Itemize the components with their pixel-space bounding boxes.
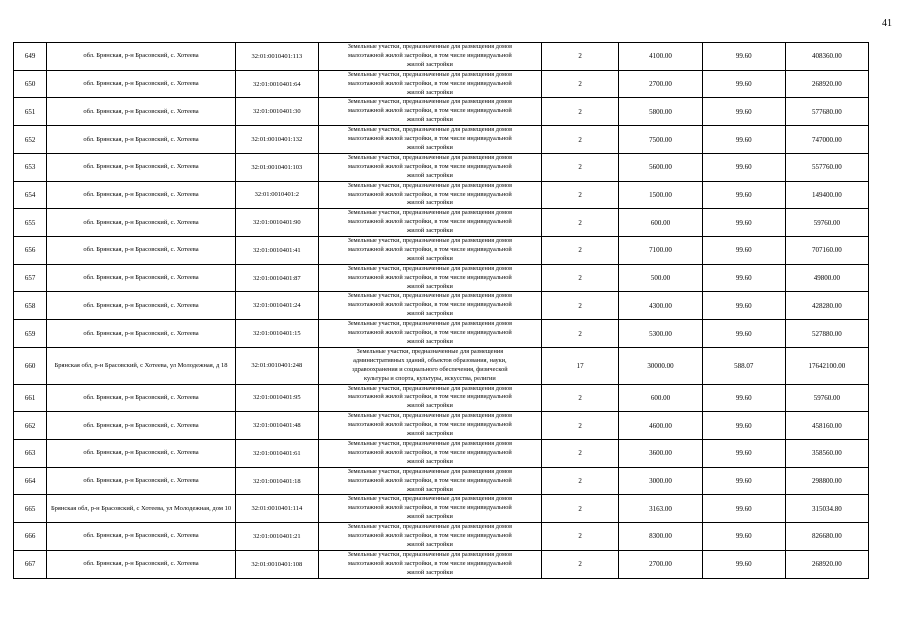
cadastral-number-cell: 32:01:0010401:2 — [235, 181, 318, 209]
table-row — [14, 70, 869, 98]
specific-value-cell: 99.60 — [702, 292, 785, 320]
row-number-cell: 659 — [14, 320, 47, 348]
address-cell: обл. Брянская, р-н Брасовский, с. Хотеева — [47, 209, 236, 237]
land-category-cell: Земельные участки, предназначенные для размещения домов малоэтажной жилой застройки, в том числе индивидуальной жилой застройки — [318, 209, 541, 237]
row-number-cell: 649 — [14, 43, 47, 71]
address-cell: обл. Брянская, р-н Брасовский, с. Хотеева — [47, 467, 236, 495]
specific-value-cell: 99.60 — [702, 70, 785, 98]
cadastral-number-cell: 32:01:0010401:64 — [235, 70, 318, 98]
land-category-cell: Земельные участки, предназначенные для размещения домов малоэтажной жилой застройки, в том числе индивидуальной жилой застройки — [318, 43, 541, 71]
category-code-cell: 2 — [541, 237, 619, 265]
area-cell: 5800.00 — [619, 98, 702, 126]
table-row — [14, 495, 869, 523]
address-cell: обл. Брянская, р-н Брасовский, с. Хотеева — [47, 98, 236, 126]
land-category-cell: Земельные участки, предназначенные для размещения домов малоэтажной жилой застройки, в том числе индивидуальной жилой застройки — [318, 412, 541, 440]
area-cell: 3163.00 — [619, 495, 702, 523]
address-cell: обл. Брянская, р-н Брасовский, с. Хотеева — [47, 264, 236, 292]
category-code-cell: 2 — [541, 292, 619, 320]
cadastral-number-cell: 32:01:0010401:30 — [235, 98, 318, 126]
specific-value-cell: 99.60 — [702, 126, 785, 154]
table-row — [14, 264, 869, 292]
table-row — [14, 126, 869, 154]
specific-value-cell: 99.60 — [702, 495, 785, 523]
row-number-cell: 653 — [14, 153, 47, 181]
category-code-cell: 2 — [541, 181, 619, 209]
specific-value-cell: 99.60 — [702, 264, 785, 292]
category-code-cell: 2 — [541, 384, 619, 412]
cadastral-number-cell: 32:01:0010401:132 — [235, 126, 318, 154]
area-cell: 7500.00 — [619, 126, 702, 154]
cadastral-value-cell: 458160.00 — [785, 412, 868, 440]
specific-value-cell: 99.60 — [702, 384, 785, 412]
table-row — [14, 43, 869, 71]
category-code-cell: 2 — [541, 412, 619, 440]
cadastral-value-cell: 315034.80 — [785, 495, 868, 523]
land-category-cell: Земельные участки, предназначенные для размещения административных зданий, объектов образования, науки, здравоохранения и социального обеспечения, физической культуры и спорта, культуры, искусства, религии — [318, 347, 541, 384]
specific-value-cell: 99.60 — [702, 209, 785, 237]
category-code-cell: 17 — [541, 347, 619, 384]
area-cell: 600.00 — [619, 209, 702, 237]
cadastral-number-cell: 32:01:0010401:108 — [235, 550, 318, 578]
row-number-cell: 661 — [14, 384, 47, 412]
area-cell: 8300.00 — [619, 523, 702, 551]
specific-value-cell: 99.60 — [702, 412, 785, 440]
address-cell: обл. Брянская, р-н Брасовский, с. Хотеева — [47, 237, 236, 265]
land-category-cell: Земельные участки, предназначенные для размещения домов малоэтажной жилой застройки, в том числе индивидуальной жилой застройки — [318, 237, 541, 265]
specific-value-cell: 99.60 — [702, 153, 785, 181]
row-number-cell: 662 — [14, 412, 47, 440]
address-cell: обл. Брянская, р-н Брасовский, с. Хотеева — [47, 523, 236, 551]
table-row — [14, 550, 869, 578]
cadastral-number-cell: 32:01:0010401:15 — [235, 320, 318, 348]
area-cell: 30000.00 — [619, 347, 702, 384]
cadastral-value-cell: 268920.00 — [785, 70, 868, 98]
land-category-cell: Земельные участки, предназначенные для размещения домов малоэтажной жилой застройки, в том числе индивидуальной жилой застройки — [318, 550, 541, 578]
cadastral-number-cell: 32:01:0010401:24 — [235, 292, 318, 320]
land-category-cell: Земельные участки, предназначенные для размещения домов малоэтажной жилой застройки, в том числе индивидуальной жилой застройки — [318, 181, 541, 209]
land-category-cell: Земельные участки, предназначенные для размещения домов малоэтажной жилой застройки, в том числе индивидуальной жилой застройки — [318, 126, 541, 154]
cadastral-value-cell: 826680.00 — [785, 523, 868, 551]
land-category-cell: Земельные участки, предназначенные для размещения домов малоэтажной жилой застройки, в том числе индивидуальной жилой застройки — [318, 98, 541, 126]
cadastral-value-cell: 49800.00 — [785, 264, 868, 292]
address-cell: обл. Брянская, р-н Брасовский, с. Хотеева — [47, 70, 236, 98]
row-number-cell: 654 — [14, 181, 47, 209]
table-row — [14, 523, 869, 551]
land-category-cell: Земельные участки, предназначенные для размещения домов малоэтажной жилой застройки, в том числе индивидуальной жилой застройки — [318, 153, 541, 181]
row-number-cell: 658 — [14, 292, 47, 320]
row-number-cell: 651 — [14, 98, 47, 126]
cadastral-number-cell: 32:01:0010401:87 — [235, 264, 318, 292]
table-body — [14, 43, 869, 579]
page-number: 41 — [882, 18, 892, 29]
category-code-cell: 2 — [541, 495, 619, 523]
row-number-cell: 655 — [14, 209, 47, 237]
cadastral-value-cell: 17642100.00 — [785, 347, 868, 384]
area-cell: 2700.00 — [619, 70, 702, 98]
row-number-cell: 666 — [14, 523, 47, 551]
row-number-cell: 665 — [14, 495, 47, 523]
category-code-cell: 2 — [541, 43, 619, 71]
specific-value-cell: 99.60 — [702, 523, 785, 551]
area-cell: 5300.00 — [619, 320, 702, 348]
address-cell: Брянская обл, р-н Брасовский, с Хотеева, ул Молодежная, дом 10 — [47, 495, 236, 523]
category-code-cell: 2 — [541, 209, 619, 237]
category-code-cell: 2 — [541, 467, 619, 495]
cadastral-value-cell: 408360.00 — [785, 43, 868, 71]
cadastral-number-cell: 32:01:0010401:113 — [235, 43, 318, 71]
cadastral-value-cell: 707160.00 — [785, 237, 868, 265]
address-cell: обл. Брянская, р-н Брасовский, с. Хотеева — [47, 126, 236, 154]
table-row — [14, 153, 869, 181]
category-code-cell: 2 — [541, 523, 619, 551]
table-row — [14, 467, 869, 495]
area-cell: 5600.00 — [619, 153, 702, 181]
specific-value-cell: 588.07 — [702, 347, 785, 384]
table-row — [14, 412, 869, 440]
area-cell: 4100.00 — [619, 43, 702, 71]
land-category-cell: Земельные участки, предназначенные для размещения домов малоэтажной жилой застройки, в том числе индивидуальной жилой застройки — [318, 495, 541, 523]
row-number-cell: 650 — [14, 70, 47, 98]
area-cell: 4300.00 — [619, 292, 702, 320]
cadastral-number-cell: 32:01:0010401:114 — [235, 495, 318, 523]
table-row — [14, 439, 869, 467]
specific-value-cell: 99.60 — [702, 181, 785, 209]
row-number-cell: 652 — [14, 126, 47, 154]
category-code-cell: 2 — [541, 320, 619, 348]
cadastral-value-cell: 358560.00 — [785, 439, 868, 467]
area-cell: 600.00 — [619, 384, 702, 412]
cadastral-value-cell: 59760.00 — [785, 384, 868, 412]
table-row — [14, 209, 869, 237]
cadastral-value-cell: 59760.00 — [785, 209, 868, 237]
category-code-cell: 2 — [541, 98, 619, 126]
row-number-cell: 660 — [14, 347, 47, 384]
specific-value-cell: 99.60 — [702, 43, 785, 71]
row-number-cell: 667 — [14, 550, 47, 578]
address-cell: обл. Брянская, р-н Брасовский, с. Хотеева — [47, 153, 236, 181]
table-row — [14, 237, 869, 265]
cadastral-number-cell: 32:01:0010401:18 — [235, 467, 318, 495]
address-cell: обл. Брянская, р-н Брасовский, с. Хотеева — [47, 320, 236, 348]
table-row — [14, 292, 869, 320]
cadastral-number-cell: 32:01:0010401:103 — [235, 153, 318, 181]
cadastral-number-cell: 32:01:0010401:95 — [235, 384, 318, 412]
row-number-cell: 664 — [14, 467, 47, 495]
address-cell: обл. Брянская, р-н Брасовский, с. Хотеева — [47, 43, 236, 71]
address-cell: обл. Брянская, р-н Брасовский, с. Хотеева — [47, 292, 236, 320]
category-code-cell: 2 — [541, 153, 619, 181]
area-cell: 500.00 — [619, 264, 702, 292]
category-code-cell: 2 — [541, 439, 619, 467]
table-row — [14, 98, 869, 126]
category-code-cell: 2 — [541, 264, 619, 292]
category-code-cell: 2 — [541, 550, 619, 578]
specific-value-cell: 99.60 — [702, 467, 785, 495]
land-category-cell: Земельные участки, предназначенные для размещения домов малоэтажной жилой застройки, в том числе индивидуальной жилой застройки — [318, 264, 541, 292]
cadastral-value-cell: 527880.00 — [785, 320, 868, 348]
cadastral-value-cell: 149400.00 — [785, 181, 868, 209]
land-category-cell: Земельные участки, предназначенные для размещения домов малоэтажной жилой застройки, в том числе индивидуальной жилой застройки — [318, 523, 541, 551]
table-row — [14, 320, 869, 348]
row-number-cell: 657 — [14, 264, 47, 292]
category-code-cell: 2 — [541, 70, 619, 98]
address-cell: обл. Брянская, р-н Брасовский, с. Хотеева — [47, 181, 236, 209]
area-cell: 4600.00 — [619, 412, 702, 440]
specific-value-cell: 99.60 — [702, 550, 785, 578]
cadastral-number-cell: 32:01:0010401:61 — [235, 439, 318, 467]
cadastral-value-cell: 557760.00 — [785, 153, 868, 181]
area-cell: 3000.00 — [619, 467, 702, 495]
cadastral-value-table — [13, 42, 869, 579]
land-category-cell: Земельные участки, предназначенные для размещения домов малоэтажной жилой застройки, в том числе индивидуальной жилой застройки — [318, 292, 541, 320]
table-row — [14, 181, 869, 209]
land-category-cell: Земельные участки, предназначенные для размещения домов малоэтажной жилой застройки, в том числе индивидуальной жилой застройки — [318, 467, 541, 495]
row-number-cell: 656 — [14, 237, 47, 265]
cadastral-value-cell: 428280.00 — [785, 292, 868, 320]
table-row — [14, 347, 869, 384]
area-cell: 2700.00 — [619, 550, 702, 578]
cadastral-number-cell: 32:01:0010401:41 — [235, 237, 318, 265]
specific-value-cell: 99.60 — [702, 439, 785, 467]
cadastral-number-cell: 32:01:0010401:48 — [235, 412, 318, 440]
address-cell: обл. Брянская, р-н Брасовский, с. Хотеева — [47, 384, 236, 412]
address-cell: обл. Брянская, р-н Брасовский, с. Хотеева — [47, 439, 236, 467]
table-row — [14, 384, 869, 412]
area-cell: 7100.00 — [619, 237, 702, 265]
category-code-cell: 2 — [541, 126, 619, 154]
area-cell: 1500.00 — [619, 181, 702, 209]
address-cell: обл. Брянская, р-н Брасовский, с. Хотеева — [47, 412, 236, 440]
cadastral-number-cell: 32:01:0010401:90 — [235, 209, 318, 237]
land-category-cell: Земельные участки, предназначенные для размещения домов малоэтажной жилой застройки, в том числе индивидуальной жилой застройки — [318, 439, 541, 467]
cadastral-value-cell: 747000.00 — [785, 126, 868, 154]
area-cell: 3600.00 — [619, 439, 702, 467]
cadastral-number-cell: 32:01:0010401:21 — [235, 523, 318, 551]
specific-value-cell: 99.60 — [702, 320, 785, 348]
land-category-cell: Земельные участки, предназначенные для размещения домов малоэтажной жилой застройки, в том числе индивидуальной жилой застройки — [318, 70, 541, 98]
cadastral-value-cell: 298800.00 — [785, 467, 868, 495]
cadastral-number-cell: 32:01:0010401:248 — [235, 347, 318, 384]
specific-value-cell: 99.60 — [702, 98, 785, 126]
land-category-cell: Земельные участки, предназначенные для размещения домов малоэтажной жилой застройки, в том числе индивидуальной жилой застройки — [318, 320, 541, 348]
address-cell: Брянская обл, р-н Брасовский, с Хотеева, ул Молодежная, д 18 — [47, 347, 236, 384]
row-number-cell: 663 — [14, 439, 47, 467]
cadastral-value-cell: 577680.00 — [785, 98, 868, 126]
cadastral-value-cell: 268920.00 — [785, 550, 868, 578]
specific-value-cell: 99.60 — [702, 237, 785, 265]
land-category-cell: Земельные участки, предназначенные для размещения домов малоэтажной жилой застройки, в том числе индивидуальной жилой застройки — [318, 384, 541, 412]
address-cell: обл. Брянская, р-н Брасовский, с. Хотеева — [47, 550, 236, 578]
